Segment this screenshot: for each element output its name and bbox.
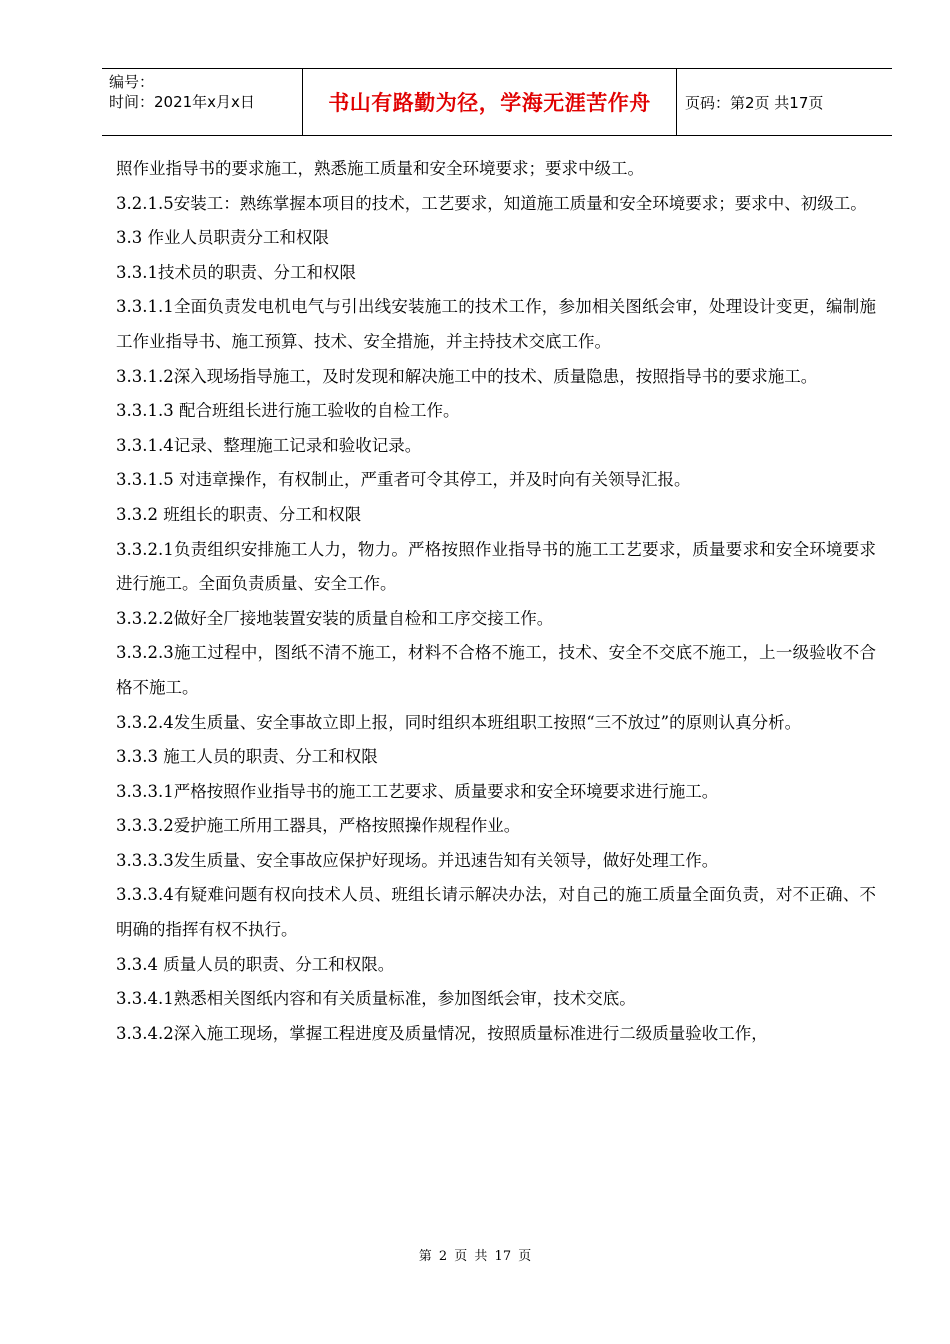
subsection-heading: 3.3.1技术员的职责、分工和权限 bbox=[116, 262, 356, 282]
paragraph: 3.3.2.3施工过程中，图纸不清不施工，材料不合格不施工，技术、安全不交底不施工，上一级验收不合格不施工。 bbox=[116, 643, 876, 697]
section-heading: 3.3 作业人员职责分工和权限 bbox=[116, 228, 329, 248]
paragraph: 3.3.3.2爱护施工所用工器具，严格按照操作规程作业。 bbox=[116, 816, 521, 836]
paragraph: 3.3.1.1全面负责发电机电气与引出线安装施工的技术工作，参加相关图纸会审，处理设计变更，编制施工作业指导书、施工预算、技术、安全措施，并主持技术交底工作。 bbox=[116, 297, 876, 351]
paragraph: 3.2.1.5安装工：熟练掌握本项目的技术，工艺要求，知道施工质量和安全环境要求；要求中、初级工。 bbox=[116, 193, 867, 213]
paragraph: 3.3.2.4发生质量、安全事故立即上报，同时组织本班组职工按照“三不放过”的原则认真分析。 bbox=[116, 712, 802, 732]
paragraph: 3.3.1.3 配合班组长进行施工验收的自检工作。 bbox=[116, 401, 460, 421]
header-page-info: 页码：第2页 共17页 bbox=[685, 93, 824, 112]
paragraph: 照作业指导书的要求施工，熟悉施工质量和安全环境要求；要求中级工。 bbox=[116, 159, 644, 178]
paragraph: 3.3.1.2深入现场指导施工，及时发现和解决施工中的技术、质量隐患，按照指导书的要求施工。 bbox=[116, 366, 818, 386]
paragraph: 3.3.1.5 对违章操作，有权制止，严重者可令其停工，并及时向有关领导汇报。 bbox=[116, 470, 691, 490]
document-body bbox=[116, 152, 876, 1051]
subsection-heading: 3.3.4 质量人员的职责、分工和权限。 bbox=[116, 954, 395, 974]
document-date: 时间：2021年x月x日 bbox=[109, 93, 255, 111]
paragraph: 3.3.3.4有疑难问题有权向技术人员、班组长请示解决办法，对自己的施工质量全面负责，对不正确、不明确的指挥有权不执行。 bbox=[116, 885, 876, 940]
paragraph: 3.3.1.4记录、整理施工记录和验收记录。 bbox=[116, 435, 422, 455]
header-meta bbox=[102, 69, 303, 135]
subsection-heading: 3.3.2 班组长的职责、分工和权限 bbox=[116, 504, 362, 524]
page-header bbox=[102, 68, 892, 136]
page-footer: 第 2 页 共 17 页 bbox=[418, 1249, 532, 1264]
paragraph: 3.3.4.2深入施工现场，掌握工程进度及质量情况，按照质量标准进行二级质量验收工作， bbox=[116, 1023, 768, 1043]
document-number-label: 编号： bbox=[109, 73, 155, 91]
subsection-heading: 3.3.3 施工人员的职责、分工和权限 bbox=[116, 747, 378, 767]
paragraph: 3.3.3.3发生质量、安全事故应保护好现场。并迅速告知有关领导，做好处理工作。 bbox=[116, 850, 719, 870]
header-motto: 书山有路勤为径，学海无涯苦作舟 bbox=[303, 69, 677, 135]
paragraph: 3.3.4.1熟悉相关图纸内容和有关质量标准，参加图纸会审，技术交底。 bbox=[116, 989, 636, 1009]
paragraph: 3.3.3.1严格按照作业指导书的施工工艺要求、质量要求和安全环境要求进行施工。 bbox=[116, 781, 719, 801]
paragraph: 3.3.2.1负责组织安排施工人力，物力。严格按照作业指导书的施工工艺要求，质量要求和安全环境要求进行施工。全面负责质量、安全工作。 bbox=[116, 539, 876, 594]
paragraph: 3.3.2.2做好全厂接地装置安装的质量自检和工序交接工作。 bbox=[116, 608, 554, 628]
